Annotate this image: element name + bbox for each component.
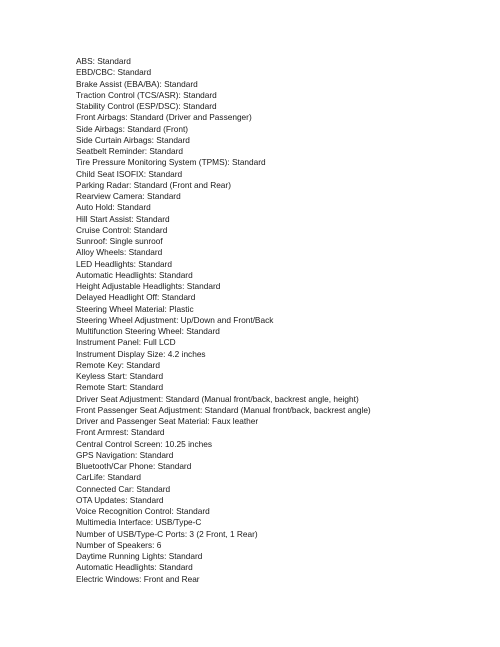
spec-ebd-cbc: EBD/CBC: Standard <box>76 67 152 78</box>
spec-sunroof: Sunroof: Single sunroof <box>76 236 163 246</box>
spec-side-airbags: Side Airbags: Standard (Front) <box>76 123 189 134</box>
spec-side-curtain-airbags: Side Curtain Airbags: Standard <box>76 134 190 145</box>
spec-stability-control: Stability Control (ESP/DSC): Standard <box>76 101 217 111</box>
spec-tpms: Tire Pressure Monitoring System (TPMS): Standard <box>76 157 266 168</box>
spec-ota-updates: OTA Updates: Standard <box>76 494 164 505</box>
spec-height-adjustable-headlights: Height Adjustable Headlights: Standard <box>76 281 221 291</box>
spec-bluetooth-car-phone: Bluetooth/Car Phone: Standard <box>76 461 192 471</box>
spec-front-airbags: Front Airbags: Standard (Driver and Passenger) <box>76 112 252 123</box>
spec-brake-assist: Brake Assist (EBA/BA): Standard <box>76 78 198 89</box>
spec-list <box>76 56 371 585</box>
spec-delayed-headlight-off: Delayed Headlight Off: Standard <box>76 292 196 303</box>
spec-automatic-headlights: Automatic Headlights: Standard <box>76 269 193 280</box>
spec-number-of-speakers: Number of Speakers: 6 <box>76 539 162 550</box>
spec-multifunction-steering-wheel: Multifunction Steering Wheel: Standard <box>76 326 220 336</box>
spec-carlife: CarLife: Standard <box>76 472 142 483</box>
spec-driver-seat-adjustment: Driver Seat Adjustment: Standard (Manual front/back, backrest angle, height) <box>76 393 359 404</box>
spec-electric-windows: Electric Windows: Front and Rear <box>76 573 200 584</box>
spec-central-control-screen: Central Control Screen: 10.25 inches <box>76 438 213 449</box>
spec-voice-recognition-control: Voice Recognition Control: Standard <box>76 506 210 516</box>
spec-child-seat-isofix: Child Seat ISOFIX: Standard <box>76 168 183 179</box>
spec-traction-control: Traction Control (TCS/ASR): Standard <box>76 89 217 100</box>
spec-remote-start: Remote Start: Standard <box>76 382 164 393</box>
spec-gps-navigation: GPS Navigation: Standard <box>76 449 174 460</box>
spec-led-headlights: LED Headlights: Standard <box>76 258 172 269</box>
spec-front-passenger-seat-adjustment: Front Passenger Seat Adjustment: Standard (Manual front/back, backrest angle) <box>76 404 371 415</box>
spec-daytime-running-lights: Daytime Running Lights: Standard <box>76 551 203 561</box>
spec-keyless-start: Keyless Start: Standard <box>76 371 164 381</box>
spec-seat-material: Driver and Passenger Seat Material: Faux leather <box>76 416 259 426</box>
spec-cruise-control: Cruise Control: Standard <box>76 224 168 235</box>
spec-multimedia-interface: Multimedia Interface: USB/Type-C <box>76 517 202 528</box>
spec-alloy-wheels: Alloy Wheels: Standard <box>76 247 163 258</box>
spec-abs: ABS: Standard <box>76 56 131 66</box>
spec-usb-type-c-ports: Number of USB/Type-C Ports: 3 (2 Front, 1 Rear) <box>76 528 258 539</box>
spec-remote-key: Remote Key: Standard <box>76 359 160 370</box>
spec-auto-hold: Auto Hold: Standard <box>76 202 151 213</box>
spec-front-armrest: Front Armrest: Standard <box>76 427 165 438</box>
spec-connected-car: Connected Car: Standard <box>76 483 171 494</box>
spec-steering-wheel-material: Steering Wheel Material: Plastic <box>76 303 194 314</box>
spec-seatbelt-reminder: Seatbelt Reminder: Standard <box>76 146 184 156</box>
spec-instrument-panel: Instrument Panel: Full LCD <box>76 337 176 348</box>
spec-instrument-display-size: Instrument Display Size: 4.2 inches <box>76 348 206 359</box>
spec-automatic-headlights-repeat: Automatic Headlights: Standard <box>76 562 193 573</box>
spec-steering-wheel-adjustment: Steering Wheel Adjustment: Up/Down and Front/Back <box>76 314 274 325</box>
spec-parking-radar: Parking Radar: Standard (Front and Rear) <box>76 179 231 190</box>
spec-hill-start-assist: Hill Start Assist: Standard <box>76 213 170 224</box>
spec-rearview-camera: Rearview Camera: Standard <box>76 191 181 201</box>
